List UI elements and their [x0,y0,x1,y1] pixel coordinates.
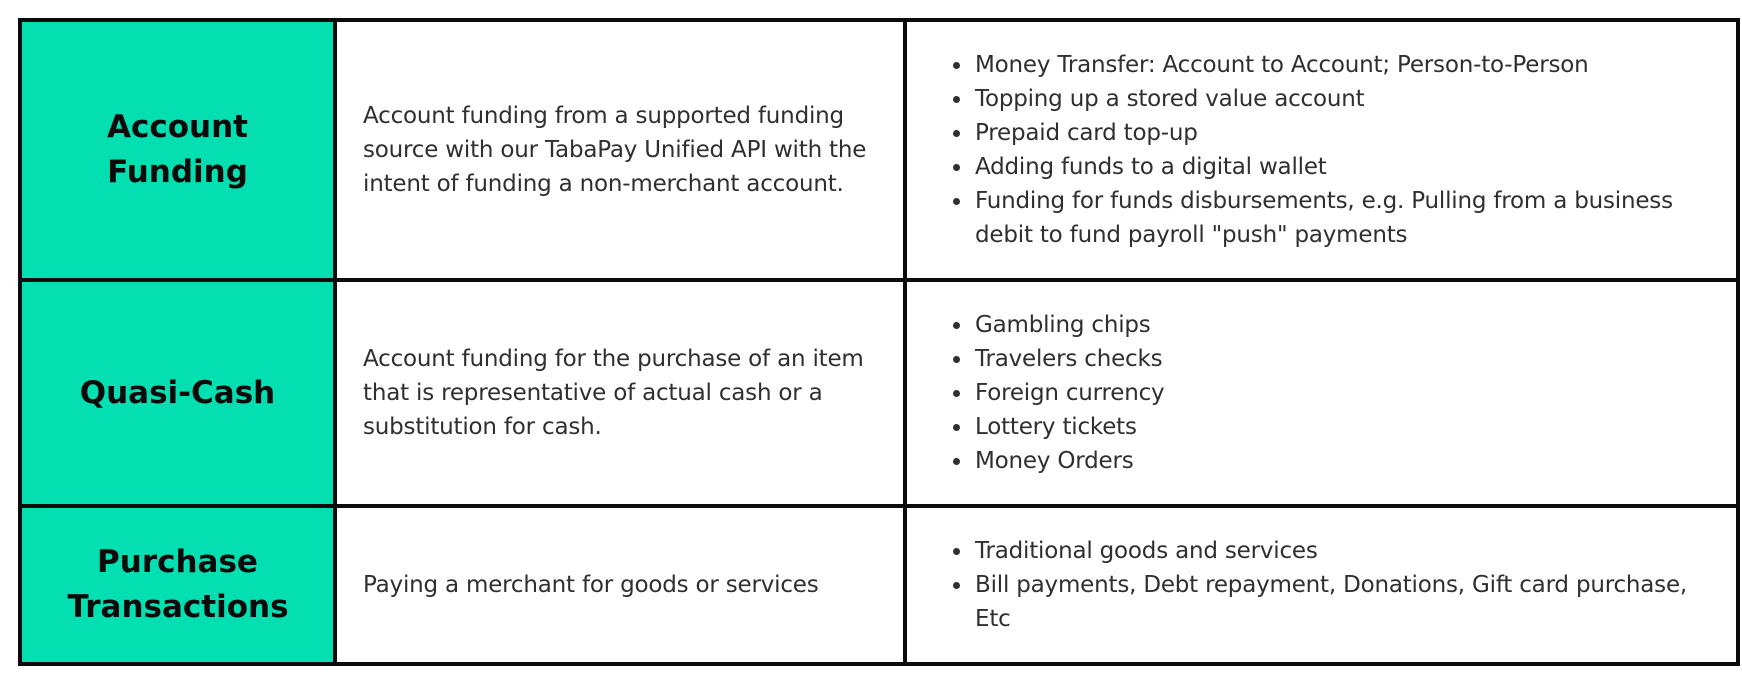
description-text: Account funding from a supported funding source with our TabaPay Unified API with the intent of funding a non-merchant account. [363,103,867,197]
category-cell [22,508,337,662]
examples-list [949,308,1164,478]
table-row [22,22,1736,282]
description-cell [337,22,907,278]
description-cell [337,508,907,662]
examples-list [949,48,1706,252]
table-row [22,508,1736,662]
list-item: • Travelers checks [973,342,1164,376]
description-cell [337,282,907,504]
list-item: • Gambling chips [973,308,1164,342]
list-item: • Adding funds to a digital wallet [973,150,1706,184]
examples-cell [907,508,1736,662]
examples-list [949,534,1706,636]
list-item: • Traditional goods and services [973,534,1706,568]
list-item: • Foreign currency [973,376,1164,410]
list-item: • Money Transfer: Account to Account; Person-to-Person [973,48,1706,82]
list-item: • Lottery tickets [973,410,1164,444]
list-item: • Topping up a stored value account [973,82,1706,116]
category-cell [22,22,337,278]
list-item: • Funding for funds disbursements, e.g. Pulling from a business debit to fund payroll "push" payments [973,184,1706,252]
list-item: • Money Orders [973,444,1164,478]
category-cell [22,282,337,504]
transaction-types-table [18,18,1740,666]
examples-cell [907,22,1736,278]
list-item: • Bill payments, Debt repayment, Donations, Gift card purchase, Etc [973,568,1706,636]
description-text: Account funding for the purchase of an item that is representative of actual cash or a substitution for cash. [363,346,864,440]
list-item: • Prepaid card top-up [973,116,1706,150]
table-row [22,282,1736,508]
description-text: Paying a merchant for goods or services [363,572,819,598]
category-title: Account Funding [107,109,248,190]
category-title: Purchase Transactions [67,544,289,625]
category-title: Quasi-Cash [79,374,276,411]
examples-cell [907,282,1736,504]
